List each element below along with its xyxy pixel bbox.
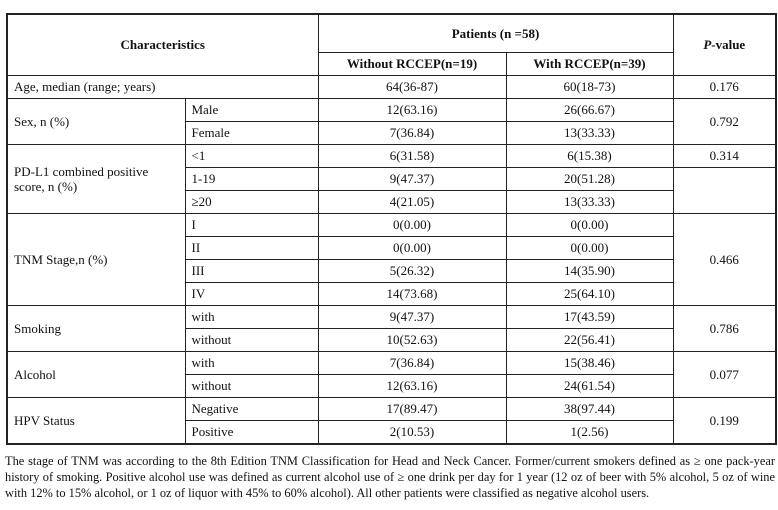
header-patients: Patients (n =58) — [318, 14, 673, 52]
row-label: HPV Status — [7, 397, 185, 444]
without-value: 7(36.84) — [318, 121, 506, 144]
with-value: 38(97.44) — [506, 397, 673, 420]
subgroup-label: III — [185, 259, 318, 282]
p-value: 0.199 — [673, 397, 776, 444]
with-value: 60(18-73) — [506, 75, 673, 98]
row-label: Sex, n (%) — [7, 98, 185, 144]
p-value: 0.792 — [673, 98, 776, 144]
with-value: 15(38.46) — [506, 351, 673, 374]
subgroup-label: Female — [185, 121, 318, 144]
subgroup-label: I — [185, 213, 318, 236]
table-row — [7, 213, 776, 236]
with-value: 1(2.56) — [506, 420, 673, 444]
header-characteristics: Characteristics — [7, 14, 318, 75]
subgroup-label: with — [185, 351, 318, 374]
subgroup-label: Positive — [185, 420, 318, 444]
without-value: 12(63.16) — [318, 98, 506, 121]
row-label: Alcohol — [7, 351, 185, 397]
row-label: Age, median (range; years) — [7, 75, 318, 98]
with-value: 26(66.67) — [506, 98, 673, 121]
with-value: 22(56.41) — [506, 328, 673, 351]
without-value: 9(47.37) — [318, 305, 506, 328]
table-row — [7, 75, 776, 98]
subgroup-label: Male — [185, 98, 318, 121]
table-footnote: The stage of TNM was according to the 8th Edition TNM Classification for Head and Neck Cancer. Former/current smokers defined as ≥ one pack-year history of smoking. Positive alcohol use was defined as current alcohol use of ≥ one drink per day for 1 year (12 oz of beer with 5% alcohol, 5 oz of wine with 12% to 15% alcohol, or 1 oz of liquor with 45% to 60% alcohol). All other patients were classified as negative alcohol users. — [5, 454, 775, 500]
without-value: 14(73.68) — [318, 282, 506, 305]
row-label: Smoking — [7, 305, 185, 351]
subgroup-label: II — [185, 236, 318, 259]
without-value: 2(10.53) — [318, 420, 506, 444]
subgroup-label: <1 — [185, 144, 318, 167]
with-value: 6(15.38) — [506, 144, 673, 167]
characteristics-table — [6, 13, 777, 445]
subgroup-label: without — [185, 374, 318, 397]
without-value: 9(47.37) — [318, 167, 506, 190]
p-value: 0.314 — [673, 144, 776, 167]
p-value: 0.077 — [673, 351, 776, 397]
header-p-value — [673, 14, 776, 75]
with-value: 0(0.00) — [506, 213, 673, 236]
row-label: PD-L1 combined positive score, n (%) — [7, 144, 185, 213]
subgroup-label: 1-19 — [185, 167, 318, 190]
table-row — [7, 351, 776, 374]
without-value: 5(26.32) — [318, 259, 506, 282]
without-value: 0(0.00) — [318, 213, 506, 236]
subgroup-label: IV — [185, 282, 318, 305]
subgroup-label: Negative — [185, 397, 318, 420]
header-with-rccep: With RCCEP(n=39) — [506, 52, 673, 75]
subgroup-label: without — [185, 328, 318, 351]
table-row — [7, 98, 776, 121]
without-value: 10(52.63) — [318, 328, 506, 351]
table-row — [7, 397, 776, 420]
with-value: 20(51.28) — [506, 167, 673, 190]
p-value: 0.786 — [673, 305, 776, 351]
with-value: 14(35.90) — [506, 259, 673, 282]
with-value: 0(0.00) — [506, 236, 673, 259]
with-value: 25(64.10) — [506, 282, 673, 305]
subgroup-label: with — [185, 305, 318, 328]
with-value: 13(33.33) — [506, 190, 673, 213]
with-value: 17(43.59) — [506, 305, 673, 328]
p-italic: P — [703, 37, 712, 53]
without-value: 6(31.58) — [318, 144, 506, 167]
p-rest: -value — [711, 37, 746, 53]
without-value: 7(36.84) — [318, 351, 506, 374]
header-without-rccep: Without RCCEP(n=19) — [318, 52, 506, 75]
with-value: 24(61.54) — [506, 374, 673, 397]
without-value: 4(21.05) — [318, 190, 506, 213]
without-value: 12(63.16) — [318, 374, 506, 397]
table-row — [7, 144, 776, 167]
row-label: TNM Stage,n (%) — [7, 213, 185, 305]
table-row — [7, 305, 776, 328]
p-value-empty — [673, 167, 776, 213]
without-value: 0(0.00) — [318, 236, 506, 259]
p-value: 0.176 — [673, 75, 776, 98]
without-value: 64(36-87) — [318, 75, 506, 98]
subgroup-label: ≥20 — [185, 190, 318, 213]
with-value: 13(33.33) — [506, 121, 673, 144]
without-value: 17(89.47) — [318, 397, 506, 420]
p-value: 0.466 — [673, 213, 776, 305]
